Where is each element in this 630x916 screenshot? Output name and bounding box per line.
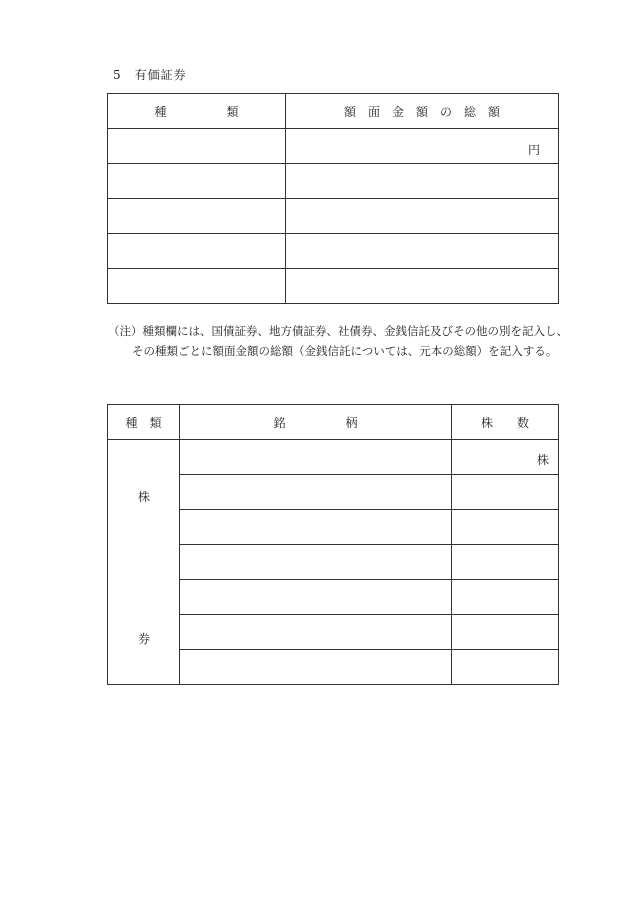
note [108, 321, 568, 361]
table-row [108, 164, 559, 199]
shares-cell[interactable] [452, 510, 559, 545]
table-row [108, 269, 559, 304]
note-line-1: （注）種類欄には、国債証券、地方債証券、社債券、金銭信託及びその他の別を記入し、 [108, 324, 568, 338]
table-row [108, 440, 559, 475]
table-row [108, 234, 559, 269]
header-shares [452, 405, 559, 440]
kind-cell[interactable] [108, 199, 286, 234]
shares-cell[interactable] [452, 545, 559, 580]
header-brand [180, 405, 452, 440]
header-kind-label: 種 類 [125, 415, 162, 430]
shares-cell[interactable] [452, 650, 559, 685]
brand-cell[interactable] [180, 650, 452, 685]
brand-cell[interactable] [180, 475, 452, 510]
brand-cell[interactable] [180, 545, 452, 580]
shares-cell[interactable] [452, 580, 559, 615]
header-kind [108, 405, 180, 440]
header-shares-label: 株 数 [480, 415, 529, 430]
unit-yen: 円 [527, 143, 540, 157]
brand-cell[interactable] [180, 440, 452, 475]
stocks-table [107, 404, 559, 685]
brand-cell[interactable] [180, 510, 452, 545]
header-total-face-value [286, 94, 559, 129]
total-face-value-cell[interactable] [286, 234, 559, 269]
table-row [108, 199, 559, 234]
header-kind-label: 種 類 [154, 104, 239, 119]
securities-table [107, 93, 559, 304]
kind-cell[interactable] [108, 164, 286, 199]
total-face-value-cell[interactable] [286, 164, 559, 199]
section-title: 5 有価証券 [113, 68, 187, 82]
brand-cell[interactable] [180, 580, 452, 615]
shares-cell[interactable] [452, 440, 559, 475]
kind-label-top: 株 [138, 490, 151, 504]
kind-cell[interactable] [108, 129, 286, 164]
note-line-2: その種類ごとに額面金額の総額（金銭信託については、元本の総額）を記入する。 [132, 344, 558, 358]
shares-cell[interactable] [452, 475, 559, 510]
table-header-row [108, 405, 559, 440]
header-brand-label: 銘 柄 [273, 415, 358, 430]
kind-stocks-cell [108, 440, 180, 685]
kind-cell[interactable] [108, 269, 286, 304]
kind-label-bottom: 券 [138, 632, 151, 646]
total-face-value-cell[interactable] [286, 199, 559, 234]
table-header-row [108, 94, 559, 129]
unit-shares: 株 [536, 453, 549, 467]
shares-cell[interactable] [452, 615, 559, 650]
total-face-value-cell[interactable] [286, 129, 559, 164]
total-face-value-cell[interactable] [286, 269, 559, 304]
table-row [108, 129, 559, 164]
header-total-face-value-label: 額 面 金 額 の 総 額 [343, 104, 500, 119]
header-kind [108, 94, 286, 129]
brand-cell[interactable] [180, 615, 452, 650]
kind-cell[interactable] [108, 234, 286, 269]
